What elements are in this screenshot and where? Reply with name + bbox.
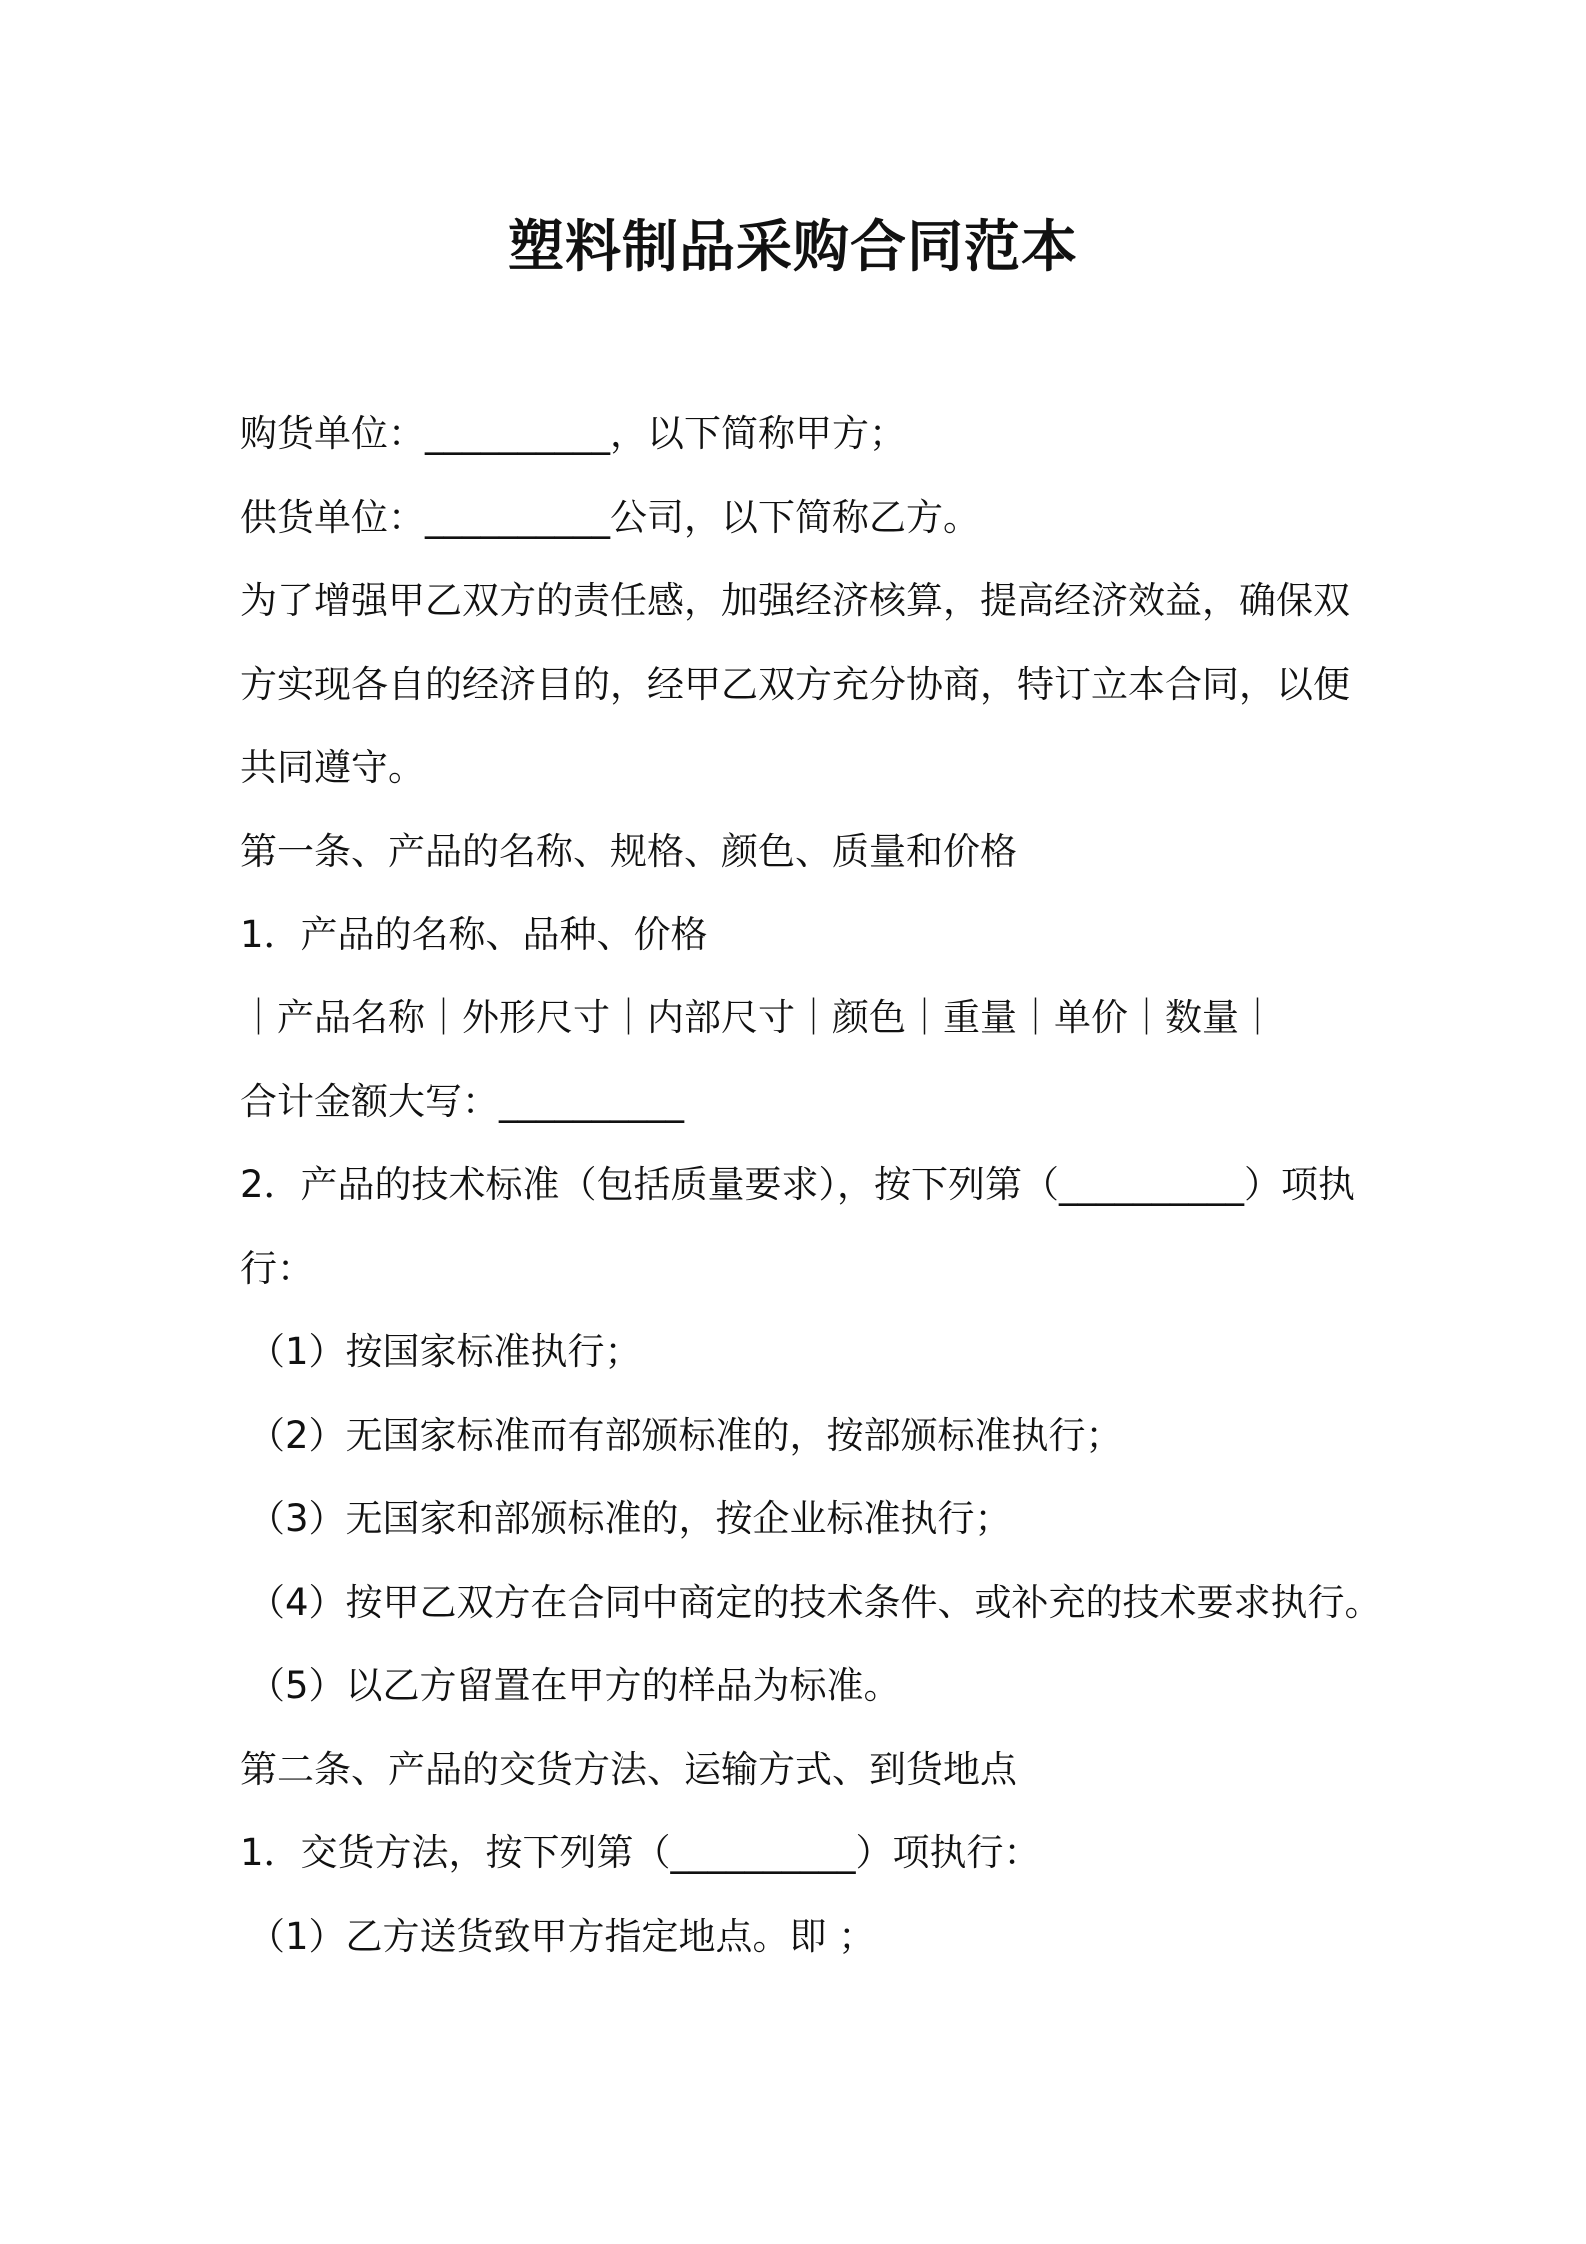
standard-option-4: （4）按甲乙双方在合同中商定的技术条件、或补充的技术要求执行。 (248, 1581, 1382, 1624)
item-1-heading: 1．产品的名称、品种、价格 (240, 913, 708, 956)
document-title: 塑料制品采购合同范本 (508, 215, 1078, 280)
item-2-line-2: 行： (240, 1247, 314, 1290)
item-2-line-1: 2．产品的技术标准（包括质量要求），按下列第（__________）项执 (240, 1163, 1356, 1206)
preamble-line-1: 为了增强甲乙双方的责任感，加强经济核算，提高经济效益，确保双 (240, 579, 1350, 622)
product-table-header: ｜产品名称｜外形尺寸｜内部尺寸｜颜色｜重量｜单价｜数量｜ (240, 996, 1276, 1039)
preamble-line-3: 共同遵守。 (240, 746, 425, 789)
delivery-option-1: （1）乙方送货致甲方指定地点。即 ； (248, 1915, 876, 1958)
standard-option-1: （1）按国家标准执行； (248, 1330, 642, 1373)
standard-option-3: （3）无国家和部颁标准的，按企业标准执行； (248, 1497, 1012, 1540)
article-2-heading: 第二条、产品的交货方法、运输方式、到货地点 (240, 1748, 1017, 1791)
delivery-method-line: 1．交货方法，按下列第（__________）项执行： (240, 1831, 1041, 1874)
buyer-line: 购货单位：__________，以下简称甲方； (240, 412, 906, 455)
article-1-heading: 第一条、产品的名称、规格、颜色、质量和价格 (240, 830, 1017, 873)
supplier-line: 供货单位：__________公司，以下简称乙方。 (240, 496, 980, 539)
total-amount-line: 合计金额大写：__________ (240, 1080, 684, 1123)
preamble-line-2: 方实现各自的经济目的，经甲乙双方充分协商，特订立本合同，以便 (240, 663, 1350, 706)
standard-option-2: （2）无国家标准而有部颁标准的，按部颁标准执行； (248, 1414, 1123, 1457)
standard-option-5: （5）以乙方留置在甲方的样品为标准。 (248, 1664, 901, 1707)
